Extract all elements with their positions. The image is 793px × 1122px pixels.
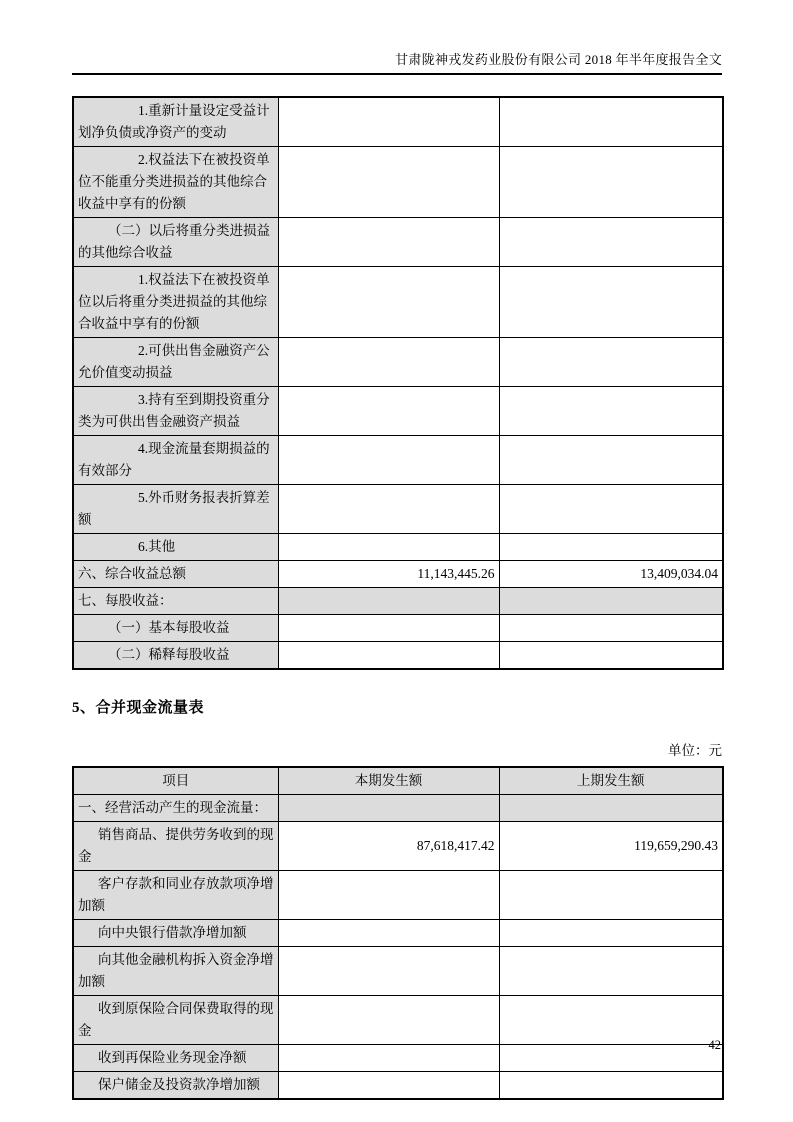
row-label: 销售商品、提供劳务收到的现金 xyxy=(73,822,278,871)
prior-period-value xyxy=(499,642,723,670)
section-heading: 5、合并现金流量表 xyxy=(72,700,205,716)
current-period-value xyxy=(278,920,499,947)
current-period-value xyxy=(278,996,499,1045)
table-row xyxy=(73,218,723,267)
table-row xyxy=(73,338,723,387)
current-period-value xyxy=(278,871,499,920)
prior-period-value xyxy=(499,1072,723,1100)
row-label: 保户储金及投资款净增加额 xyxy=(73,1072,278,1100)
row-label: 六、综合收益总额 xyxy=(73,561,278,588)
table-row xyxy=(73,97,723,147)
current-period-value: 11,143,445.26 xyxy=(278,561,499,588)
table-row xyxy=(73,615,723,642)
row-label: 2.可供出售金融资产公允价值变动损益 xyxy=(73,338,278,387)
column-header: 项目 xyxy=(73,767,278,795)
prior-period-value xyxy=(499,267,723,338)
current-period-value xyxy=(278,795,499,822)
prior-period-value xyxy=(499,387,723,436)
table-row xyxy=(73,387,723,436)
prior-period-value xyxy=(499,795,723,822)
current-period-value xyxy=(278,642,499,670)
header-row xyxy=(73,767,723,795)
current-period-value xyxy=(278,267,499,338)
current-period-value xyxy=(278,534,499,561)
table-row xyxy=(73,947,723,996)
row-label: 6.其他 xyxy=(73,534,278,561)
prior-period-value xyxy=(499,338,723,387)
table-row xyxy=(73,795,723,822)
cash-flow-table xyxy=(72,766,724,1100)
row-label: 客户存款和同业存放款项净增加额 xyxy=(73,871,278,920)
prior-period-value: 13,409,034.04 xyxy=(499,561,723,588)
row-label: 向中央银行借款净增加额 xyxy=(73,920,278,947)
current-period-value xyxy=(278,218,499,267)
table-row xyxy=(73,267,723,338)
cash-flow-table-head xyxy=(73,767,723,795)
page-content xyxy=(72,0,722,1100)
table-row xyxy=(73,1045,723,1072)
prior-period-value xyxy=(499,485,723,534)
prior-period-value xyxy=(499,588,723,615)
comprehensive-income-table-body xyxy=(73,97,723,669)
row-label: 收到再保险业务现金净额 xyxy=(73,1045,278,1072)
row-label: 2.权益法下在被投资单位不能重分类进损益的其他综合收益中享有的份额 xyxy=(73,147,278,218)
report-header xyxy=(72,0,722,75)
prior-period-value xyxy=(499,534,723,561)
row-label: 1.权益法下在被投资单位以后将重分类进损益的其他综合收益中享有的份额 xyxy=(73,267,278,338)
row-label: 5.外币财务报表折算差额 xyxy=(73,485,278,534)
prior-period-value xyxy=(499,871,723,920)
row-label: （二）以后将重分类进损益的其他综合收益 xyxy=(73,218,278,267)
unit-label: 单位：元 xyxy=(668,743,722,758)
table-row xyxy=(73,534,723,561)
report-title: 甘肃陇神戎发药业股份有限公司 2018 年半年度报告全文 xyxy=(395,52,722,67)
row-label: 七、每股收益： xyxy=(73,588,278,615)
cash-flow-table-body xyxy=(73,795,723,1100)
prior-period-value xyxy=(499,147,723,218)
row-label: 4.现金流量套期损益的有效部分 xyxy=(73,436,278,485)
table-row xyxy=(73,485,723,534)
prior-period-value xyxy=(499,920,723,947)
prior-period-value: 119,659,290.43 xyxy=(499,822,723,871)
current-period-value xyxy=(278,338,499,387)
current-period-value xyxy=(278,97,499,147)
current-period-value xyxy=(278,147,499,218)
row-label: 收到原保险合同保费取得的现金 xyxy=(73,996,278,1045)
table-row xyxy=(73,1072,723,1100)
row-label: 1.重新计量设定受益计划净负债或净资产的变动 xyxy=(73,97,278,147)
page-number: 42 xyxy=(708,1038,721,1052)
prior-period-value xyxy=(499,947,723,996)
table-row xyxy=(73,561,723,588)
comprehensive-income-table xyxy=(72,96,724,670)
table-row xyxy=(73,588,723,615)
current-period-value xyxy=(278,1072,499,1100)
row-label: （二）稀释每股收益 xyxy=(73,642,278,670)
current-period-value xyxy=(278,485,499,534)
prior-period-value xyxy=(499,218,723,267)
prior-period-value xyxy=(499,97,723,147)
table-row xyxy=(73,996,723,1045)
table-row xyxy=(73,822,723,871)
table-row xyxy=(73,871,723,920)
column-header: 上期发生额 xyxy=(499,767,723,795)
prior-period-value xyxy=(499,1045,723,1072)
current-period-value xyxy=(278,588,499,615)
table-row xyxy=(73,436,723,485)
current-period-value xyxy=(278,436,499,485)
table-row xyxy=(73,147,723,218)
current-period-value xyxy=(278,947,499,996)
prior-period-value xyxy=(499,996,723,1045)
table-row xyxy=(73,642,723,670)
row-label: 3.持有至到期投资重分类为可供出售金融资产损益 xyxy=(73,387,278,436)
table-row xyxy=(73,920,723,947)
current-period-value xyxy=(278,387,499,436)
row-label: （一）基本每股收益 xyxy=(73,615,278,642)
row-label: 向其他金融机构拆入资金净增加额 xyxy=(73,947,278,996)
prior-period-value xyxy=(499,615,723,642)
column-header: 本期发生额 xyxy=(278,767,499,795)
current-period-value xyxy=(278,615,499,642)
current-period-value: 87,618,417.42 xyxy=(278,822,499,871)
row-label: 一、经营活动产生的现金流量： xyxy=(73,795,278,822)
current-period-value xyxy=(278,1045,499,1072)
prior-period-value xyxy=(499,436,723,485)
